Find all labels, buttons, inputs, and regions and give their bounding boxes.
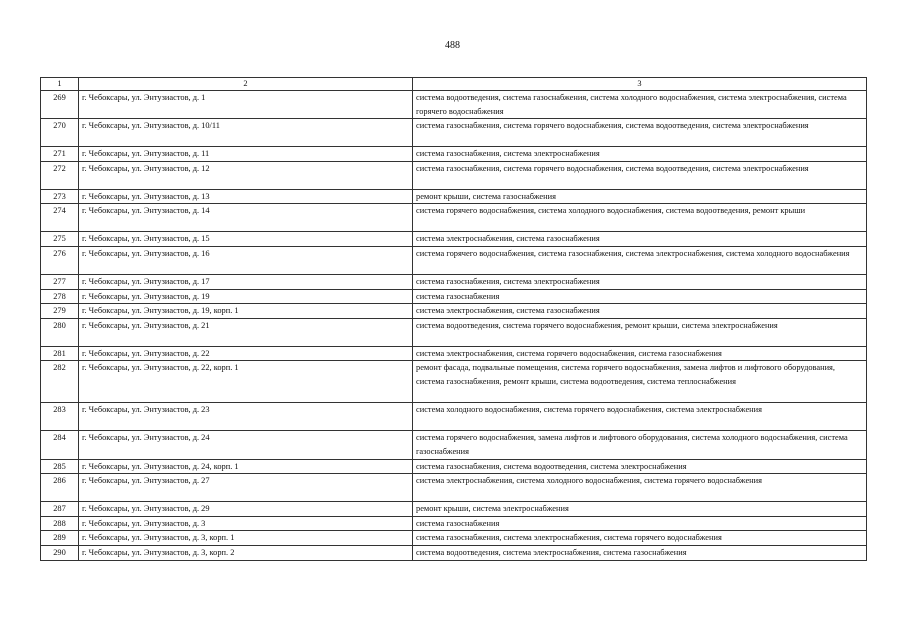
row-address: г. Чебоксары, ул. Энтузиастов, д. 22 <box>79 346 413 361</box>
row-number: 270 <box>41 119 79 147</box>
row-works: система горячего водоснабжения, замена лифтов и лифтового оборудования, система холодного водоснабжения, система газоснабжения <box>413 431 867 459</box>
row-works: система горячего водоснабжения, система газоснабжения, система электроснабжения, система холодного водоснабжения <box>413 246 867 274</box>
row-number: 273 <box>41 189 79 204</box>
table-row <box>41 289 867 304</box>
row-works: система водоотведения, система электроснабжения, система газоснабжения <box>413 545 867 560</box>
row-number: 282 <box>41 361 79 403</box>
row-address: г. Чебоксары, ул. Энтузиастов, д. 19 <box>79 289 413 304</box>
table-row <box>41 91 867 119</box>
table-row <box>41 459 867 474</box>
row-number: 269 <box>41 91 79 119</box>
table-header-row <box>41 78 867 91</box>
row-number: 274 <box>41 204 79 232</box>
table-row <box>41 516 867 531</box>
row-works: система газоснабжения, система водоотведения, система электроснабжения <box>413 459 867 474</box>
row-works: ремонт крыши, система электроснабжения <box>413 502 867 517</box>
table-row <box>41 189 867 204</box>
row-number: 287 <box>41 502 79 517</box>
row-address: г. Чебоксары, ул. Энтузиастов, д. 3, корп. 1 <box>79 531 413 546</box>
table-row <box>41 474 867 502</box>
table-row <box>41 346 867 361</box>
row-number: 283 <box>41 403 79 431</box>
row-address: г. Чебоксары, ул. Энтузиастов, д. 11 <box>79 147 413 162</box>
table-row <box>41 531 867 546</box>
table-row <box>41 232 867 247</box>
table-row <box>41 246 867 274</box>
column-header-number: 1 <box>41 78 79 91</box>
table-row <box>41 119 867 147</box>
row-number: 285 <box>41 459 79 474</box>
row-address: г. Чебоксары, ул. Энтузиастов, д. 3, корп. 2 <box>79 545 413 560</box>
row-address: г. Чебоксары, ул. Энтузиастов, д. 19, корп. 1 <box>79 304 413 319</box>
row-address: г. Чебоксары, ул. Энтузиастов, д. 23 <box>79 403 413 431</box>
table-row <box>41 161 867 189</box>
row-works: система газоснабжения, система электроснабжения, система горячего водоснабжения <box>413 531 867 546</box>
row-address: г. Чебоксары, ул. Энтузиастов, д. 24 <box>79 431 413 459</box>
row-number: 275 <box>41 232 79 247</box>
row-number: 280 <box>41 318 79 346</box>
row-number: 271 <box>41 147 79 162</box>
table-row <box>41 545 867 560</box>
row-works: система газоснабжения, система электроснабжения <box>413 274 867 289</box>
row-number: 279 <box>41 304 79 319</box>
table-row <box>41 403 867 431</box>
column-header-works: 3 <box>413 78 867 91</box>
row-works: система газоснабжения, система электроснабжения <box>413 147 867 162</box>
row-address: г. Чебоксары, ул. Энтузиастов, д. 1 <box>79 91 413 119</box>
row-works: система электроснабжения, система газоснабжения <box>413 304 867 319</box>
row-address: г. Чебоксары, ул. Энтузиастов, д. 27 <box>79 474 413 502</box>
row-address: г. Чебоксары, ул. Энтузиастов, д. 24, корп. 1 <box>79 459 413 474</box>
row-works: система электроснабжения, система холодного водоснабжения, система горячего водоснабжения <box>413 474 867 502</box>
row-number: 289 <box>41 531 79 546</box>
works-table <box>40 77 867 561</box>
table-row <box>41 502 867 517</box>
row-number: 284 <box>41 431 79 459</box>
row-number: 278 <box>41 289 79 304</box>
table-row <box>41 361 867 403</box>
row-works: система газоснабжения, система горячего водоснабжения, система водоотведения, система электроснабжения <box>413 161 867 189</box>
row-works: система газоснабжения <box>413 289 867 304</box>
row-number: 286 <box>41 474 79 502</box>
row-address: г. Чебоксары, ул. Энтузиастов, д. 16 <box>79 246 413 274</box>
table-row <box>41 318 867 346</box>
table-row <box>41 431 867 459</box>
row-number: 272 <box>41 161 79 189</box>
row-address: г. Чебоксары, ул. Энтузиастов, д. 29 <box>79 502 413 517</box>
row-address: г. Чебоксары, ул. Энтузиастов, д. 22, корп. 1 <box>79 361 413 403</box>
row-works: ремонт крыши, система газоснабжения <box>413 189 867 204</box>
row-works: система водоотведения, система горячего водоснабжения, ремонт крыши, система электроснабжения <box>413 318 867 346</box>
table-row <box>41 147 867 162</box>
row-works: система электроснабжения, система горячего водоснабжения, система газоснабжения <box>413 346 867 361</box>
row-works: система газоснабжения <box>413 516 867 531</box>
row-address: г. Чебоксары, ул. Энтузиастов, д. 17 <box>79 274 413 289</box>
row-number: 288 <box>41 516 79 531</box>
row-works: система водоотведения, система газоснабжения, система холодного водоснабжения, система электроснабжения, система горячего водоснабжения <box>413 91 867 119</box>
row-number: 276 <box>41 246 79 274</box>
row-works: система холодного водоснабжения, система горячего водоснабжения, система электроснабжения <box>413 403 867 431</box>
row-works: система горячего водоснабжения, система холодного водоснабжения, система водоотведения, ремонт крыши <box>413 204 867 232</box>
row-address: г. Чебоксары, ул. Энтузиастов, д. 13 <box>79 189 413 204</box>
row-number: 277 <box>41 274 79 289</box>
row-number: 290 <box>41 545 79 560</box>
page-number: 488 <box>445 40 460 51</box>
table-row <box>41 274 867 289</box>
row-address: г. Чебоксары, ул. Энтузиастов, д. 14 <box>79 204 413 232</box>
table-row <box>41 304 867 319</box>
row-address: г. Чебоксары, ул. Энтузиастов, д. 12 <box>79 161 413 189</box>
row-works: система электроснабжения, система газоснабжения <box>413 232 867 247</box>
table-row <box>41 204 867 232</box>
column-header-address: 2 <box>79 78 413 91</box>
row-address: г. Чебоксары, ул. Энтузиастов, д. 3 <box>79 516 413 531</box>
row-address: г. Чебоксары, ул. Энтузиастов, д. 15 <box>79 232 413 247</box>
row-works: ремонт фасада, подвальные помещения, система горячего водоснабжения, замена лифтов и лифтового оборудования, система газоснабжения, ремонт крыши, система водоотведения, система теплоснабжения <box>413 361 867 403</box>
row-number: 281 <box>41 346 79 361</box>
row-works: система газоснабжения, система горячего водоснабжения, система водоотведения, система электроснабжения <box>413 119 867 147</box>
row-address: г. Чебоксары, ул. Энтузиастов, д. 10/11 <box>79 119 413 147</box>
row-address: г. Чебоксары, ул. Энтузиастов, д. 21 <box>79 318 413 346</box>
